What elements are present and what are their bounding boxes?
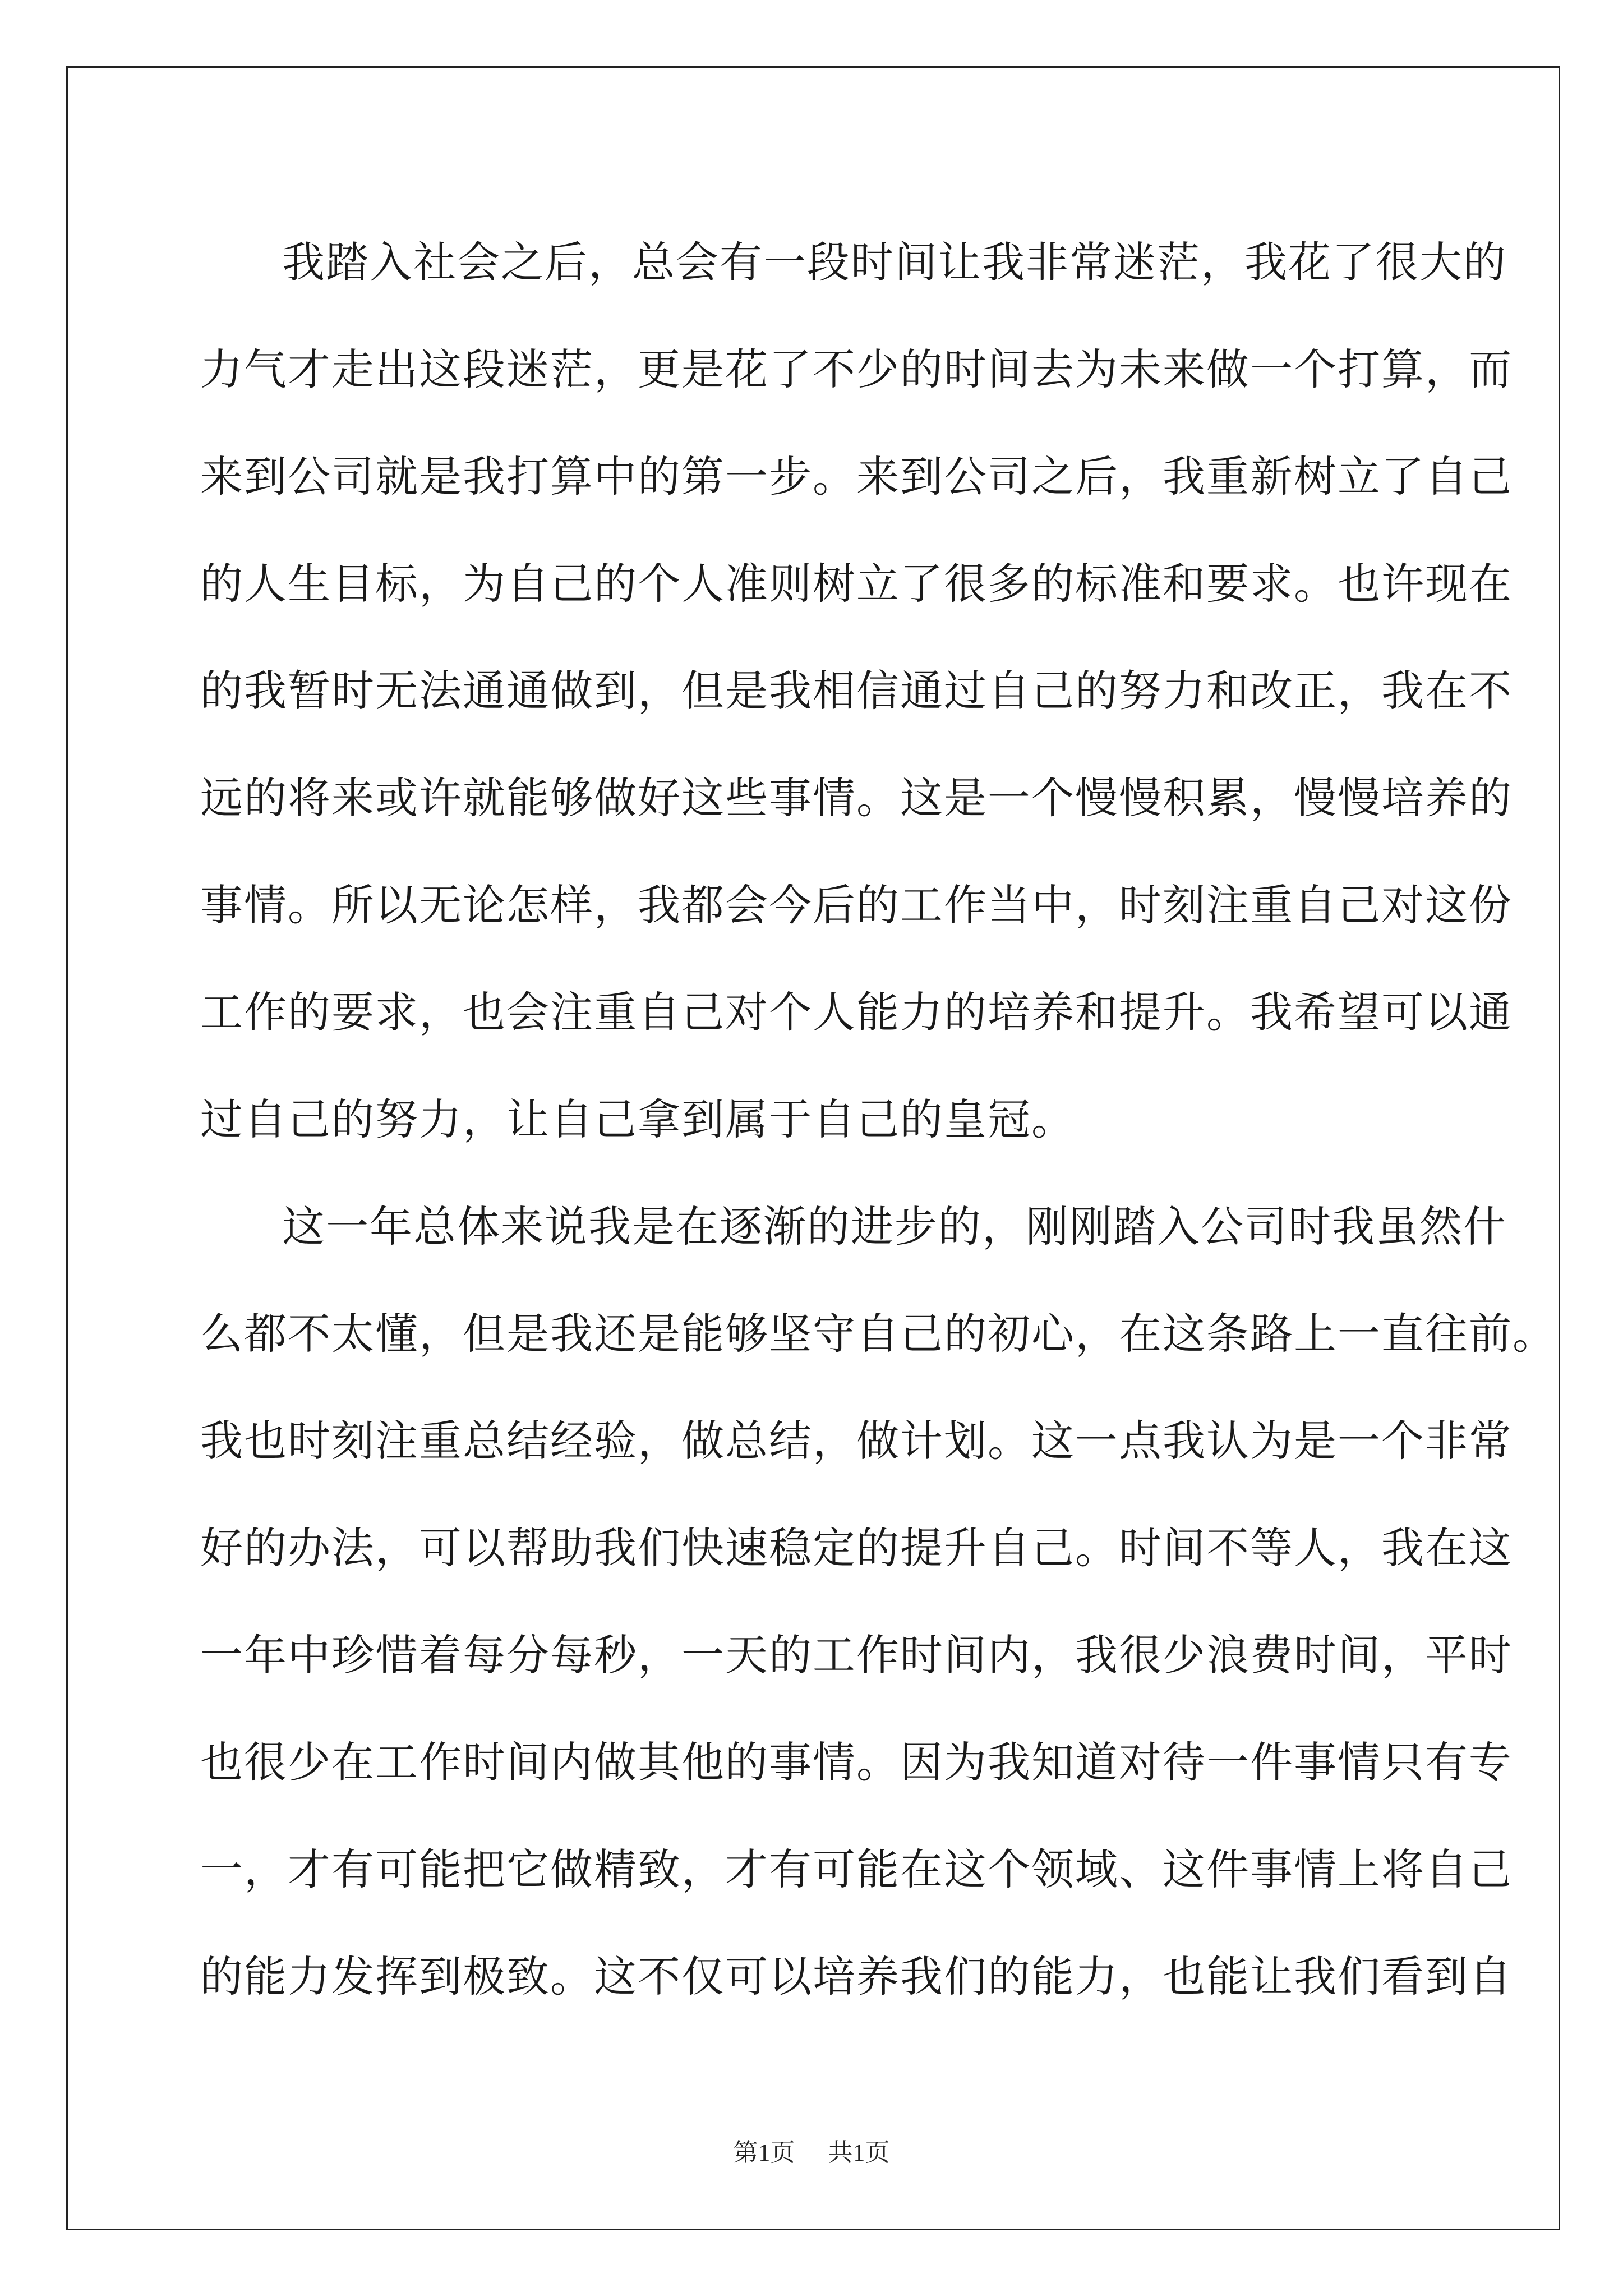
text-line: 事情。所以无论怎样，我都会今后的工作当中，时刻注重自己对这份: [200, 880, 1513, 930]
page-number: 第1页: [733, 2139, 795, 2166]
text-line: 来到公司就是我打算中的第一步。来到公司之后，我重新树立了自己: [200, 452, 1513, 501]
text-line: 我踏入社会之后，总会有一段时间让我非常迷茫，我花了很大的: [282, 237, 1507, 287]
document-body: [200, 209, 1556, 2030]
text-line: 一，才有可能把它做精致，才有可能在这个领域、这件事情上将自己: [200, 1844, 1513, 1894]
text-line: 的我暂时无法通通做到，但是我相信通过自己的努力和改正，我在不: [200, 666, 1513, 716]
text-line: 好的办法，可以帮助我们快速稳定的提升自己。时间不等人，我在这: [200, 1523, 1513, 1573]
text-line: 一年中珍惜着每分每秒，一天的工作时间内，我很少浪费时间，平时: [200, 1630, 1513, 1680]
text-line: 也很少在工作时间内做其他的事情。因为我知道对待一件事情只有专: [200, 1737, 1513, 1787]
text-line: 过自己的努力，让自己拿到属于自己的皇冠。: [200, 1094, 1075, 1144]
text-line: 我也时刻注重总结经验，做总结，做计划。这一点我认为是一个非常: [200, 1416, 1513, 1466]
text-line: 力气才走出这段迷茫，更是花了不少的时间去为未来做一个打算，而: [200, 344, 1513, 394]
text-line: 的人生目标，为自己的个人准则树立了很多的标准和要求。也许现在: [200, 559, 1513, 609]
text-line: 么都不太懂，但是我还是能够坚守自己的初心，在这条路上一直往前。: [200, 1309, 1556, 1359]
text-line: 远的将来或许就能够做好这些事情。这是一个慢慢积累，慢慢培养的: [200, 773, 1513, 823]
text-line: 的能力发挥到极致。这不仅可以培养我们的能力，也能让我们看到自: [200, 1952, 1513, 2001]
text-line: 工作的要求，也会注重自己对个人能力的培养和提升。我希望可以通: [200, 987, 1513, 1037]
text-line: 这一年总体来说我是在逐渐的进步的，刚刚踏入公司时我虽然什: [282, 1202, 1507, 1251]
page-footer: [0, 2136, 1623, 2170]
page-total: 共1页: [828, 2139, 890, 2166]
